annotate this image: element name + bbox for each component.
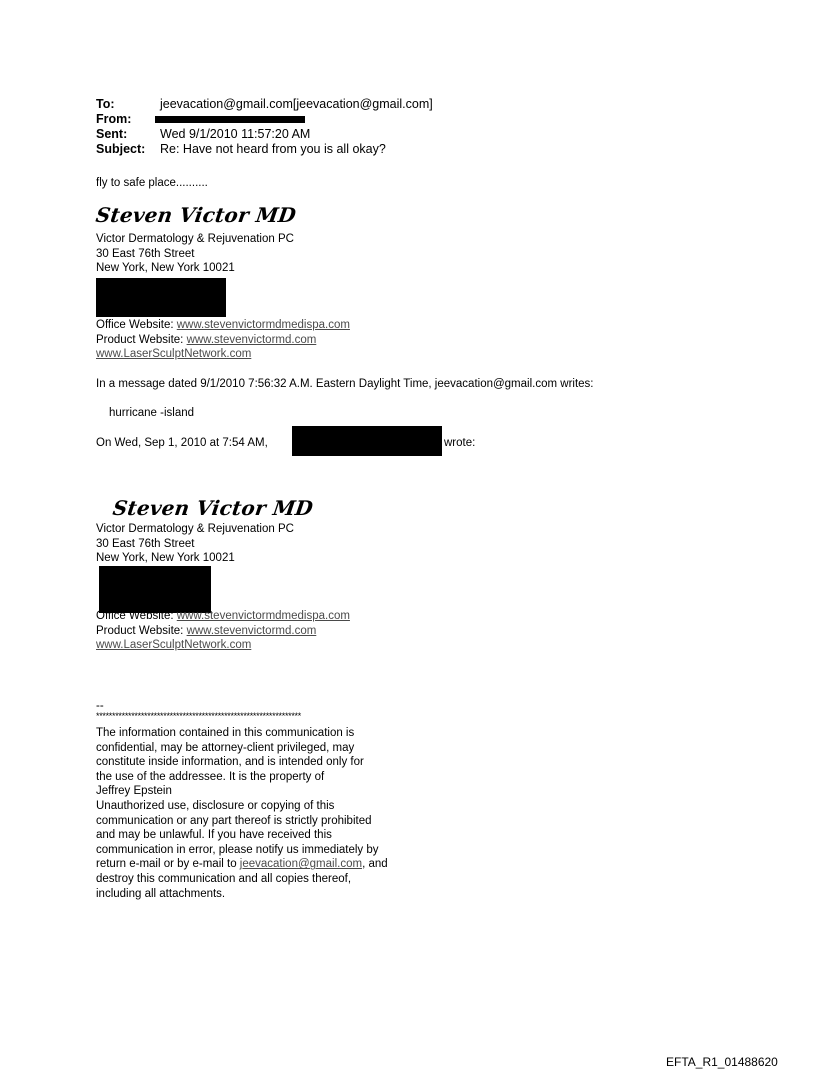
sig-street: 30 East 76th Street [96, 247, 195, 260]
sig-company: Victor Dermatology & Rejuvenation PC [96, 233, 294, 245]
signature-block [96, 232, 294, 276]
disclaimer-return-line: return e-mail or by e-mail to jeevacation@gmail.com, and [96, 858, 388, 871]
phone-redaction-2 [99, 566, 211, 613]
office-website-link[interactable]: www.stevenvictormdmedispa.com [176, 319, 350, 331]
phone-redaction [96, 278, 226, 317]
from-redaction [155, 116, 305, 123]
disclaimer-line: destroy this communication and all copies thereof, [96, 872, 352, 885]
office-website-link-2[interactable]: www.stevenvictormdmedispa.com [176, 610, 350, 622]
disclaimer-line: constitute inside information, and is intended only for [96, 756, 364, 769]
sender-redaction [292, 426, 442, 456]
disclaimer-line: confidential, may be attorney-client privileged, may [96, 741, 355, 754]
signature-script: Steven Victor MD [94, 203, 298, 227]
office-website-line: Office Website: www.stevenvictormdmedispa.com [96, 319, 350, 331]
laser-website-line-2 [96, 638, 350, 653]
document-id: EFTA_R1_01488620 [666, 1055, 778, 1069]
disclaimer-line: Unauthorized use, disclosure or copying of this [96, 799, 335, 812]
body-line: fly to safe place.......... [96, 177, 208, 189]
signature-block-2 [96, 522, 294, 566]
subject-value: Re: Have not heard from you is all okay? [160, 142, 386, 156]
disclaimer-line: communication in error, please notify us immediately by [96, 843, 379, 856]
sent-label: Sent: [96, 127, 128, 141]
on-wed-prefix: On Wed, Sep 1, 2010 at 7:54 AM, [96, 437, 268, 449]
disclaimer-line: and may be unlawful. If you have received this [96, 829, 332, 842]
disclaimer-line: communication or any part thereof is strictly prohibited [96, 814, 372, 827]
laser-website-link[interactable]: www.LaserSculptNetwork.com [96, 348, 252, 361]
office-website-line-2: Office Website: www.stevenvictormdmedispa.com [96, 610, 350, 622]
to-label: To: [96, 97, 115, 111]
sig2-street: 30 East 76th Street [96, 537, 195, 550]
product-website-line-2: Product Website: www.stevenvictormd.com [96, 624, 317, 637]
disclaimer-line: Jeffrey Epstein [96, 785, 172, 798]
quoted-reply: hurricane -island [109, 407, 195, 419]
websites-block-2 [96, 609, 350, 653]
product-website-line: Product Website: www.stevenvictormd.com [96, 333, 317, 346]
sig-city: New York, New York 10021 [96, 262, 235, 275]
laser-website-line [96, 347, 350, 362]
disclaimer-email-link[interactable]: jeevacation@gmail.com [239, 858, 363, 871]
disclaimer-block [96, 726, 388, 901]
subject-label: Subject: [96, 142, 146, 156]
disclaimer-line: The information contained in this communication is [96, 727, 355, 739]
product-website-link-2[interactable]: www.stevenvictormd.com [186, 624, 317, 637]
websites-block [96, 318, 350, 362]
dashes: -- [96, 700, 104, 712]
stars-divider: **************************************************************** [96, 711, 301, 721]
signature-script-2: Steven Victor MD [111, 496, 315, 520]
quoted-intro: In a message dated 9/1/2010 7:56:32 A.M. Eastern Daylight Time, jeevacation@gmail.com writes: [96, 378, 594, 390]
sig2-company: Victor Dermatology & Rejuvenation PC [96, 523, 294, 535]
disclaimer-line: the use of the addressee. It is the property of [96, 770, 325, 783]
laser-website-link-2[interactable]: www.LaserSculptNetwork.com [96, 639, 252, 652]
disclaimer-line: including all attachments. [96, 887, 226, 900]
from-label: From: [96, 112, 132, 126]
to-value: jeevacation@gmail.com[jeevacation@gmail.com] [160, 97, 433, 111]
sent-value: Wed 9/1/2010 11:57:20 AM [160, 127, 311, 141]
product-website-link[interactable]: www.stevenvictormd.com [186, 333, 317, 346]
sig2-city: New York, New York 10021 [96, 552, 235, 565]
on-wed-suffix: wrote: [444, 437, 476, 449]
